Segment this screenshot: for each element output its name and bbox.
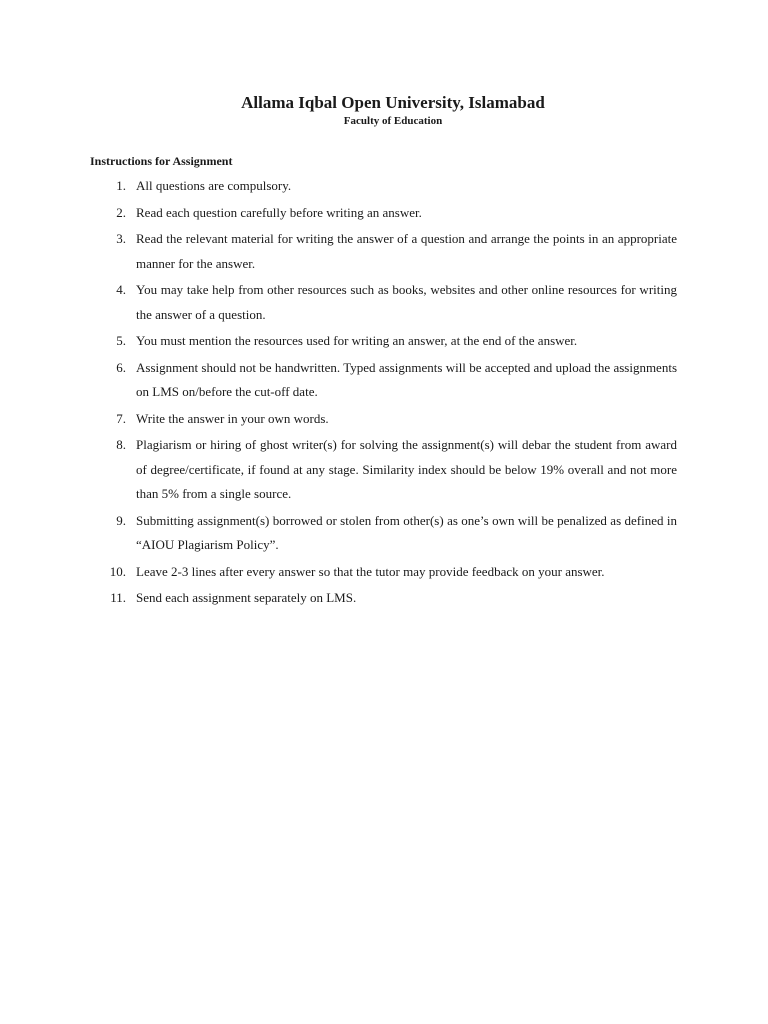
instructions-list (0, 174, 768, 613)
item-text: Leave 2-3 lines after every answer so that the tutor may provide feedback on your answer. (136, 563, 605, 579)
item-text: Plagiarism or hiring of ghost writer(s) for solving the assignment(s) will debar the student from award of degree/certificate, if found at any stage. Similarity index should be below 19% overall and not more than 5% from a single source. (136, 437, 677, 501)
item-text: Write the answer in your own words. (136, 410, 329, 426)
list-item (0, 509, 768, 558)
list-item (0, 356, 768, 405)
document-title: Allama Iqbal Open University, Islamabad (241, 93, 545, 112)
list-item (0, 278, 768, 327)
list-item (0, 174, 768, 199)
list-item (0, 586, 768, 611)
list-item (0, 201, 768, 226)
item-text: Send each assignment separately on LMS. (136, 590, 357, 605)
list-item (0, 329, 768, 354)
item-text: You may take help from other resources such as books, websites and other online resources for writing the answer of a question. (136, 282, 677, 322)
list-item (0, 227, 768, 276)
item-text: All questions are compulsory. (136, 178, 292, 193)
item-text: You must mention the resources used for writing an answer, at the end of the answer. (136, 333, 578, 348)
item-number: 8. (116, 437, 126, 452)
item-text: Submitting assignment(s) borrowed or stolen from other(s) as one’s own will be penalized as defined in “AIOU Plagiarism Policy”. (136, 512, 677, 552)
item-number: 2. (116, 204, 126, 220)
item-number: 9. (116, 512, 126, 528)
document-subtitle: Faculty of Education (343, 115, 443, 127)
item-number: 6. (116, 359, 126, 375)
item-number: 3. (116, 231, 126, 246)
section-heading: Instructions for Assignment (90, 154, 233, 168)
item-number: 11. (110, 590, 126, 605)
item-text: Read each question carefully before writing an answer. (136, 204, 422, 220)
list-item (0, 407, 768, 432)
item-number: 7. (116, 410, 126, 426)
item-number: 4. (116, 282, 126, 297)
item-text: Assignment should not be handwritten. Typed assignments will be accepted and upload the assignments on LMS on/before the cut-off date. (136, 359, 677, 399)
list-item (0, 560, 768, 585)
item-number: 5. (116, 333, 126, 348)
item-number: 1. (116, 178, 126, 193)
list-item (0, 433, 768, 507)
item-text: Read the relevant material for writing the answer of a question and arrange the points in an appropriate manner for the answer. (136, 231, 677, 271)
item-number: 10. (109, 563, 126, 579)
